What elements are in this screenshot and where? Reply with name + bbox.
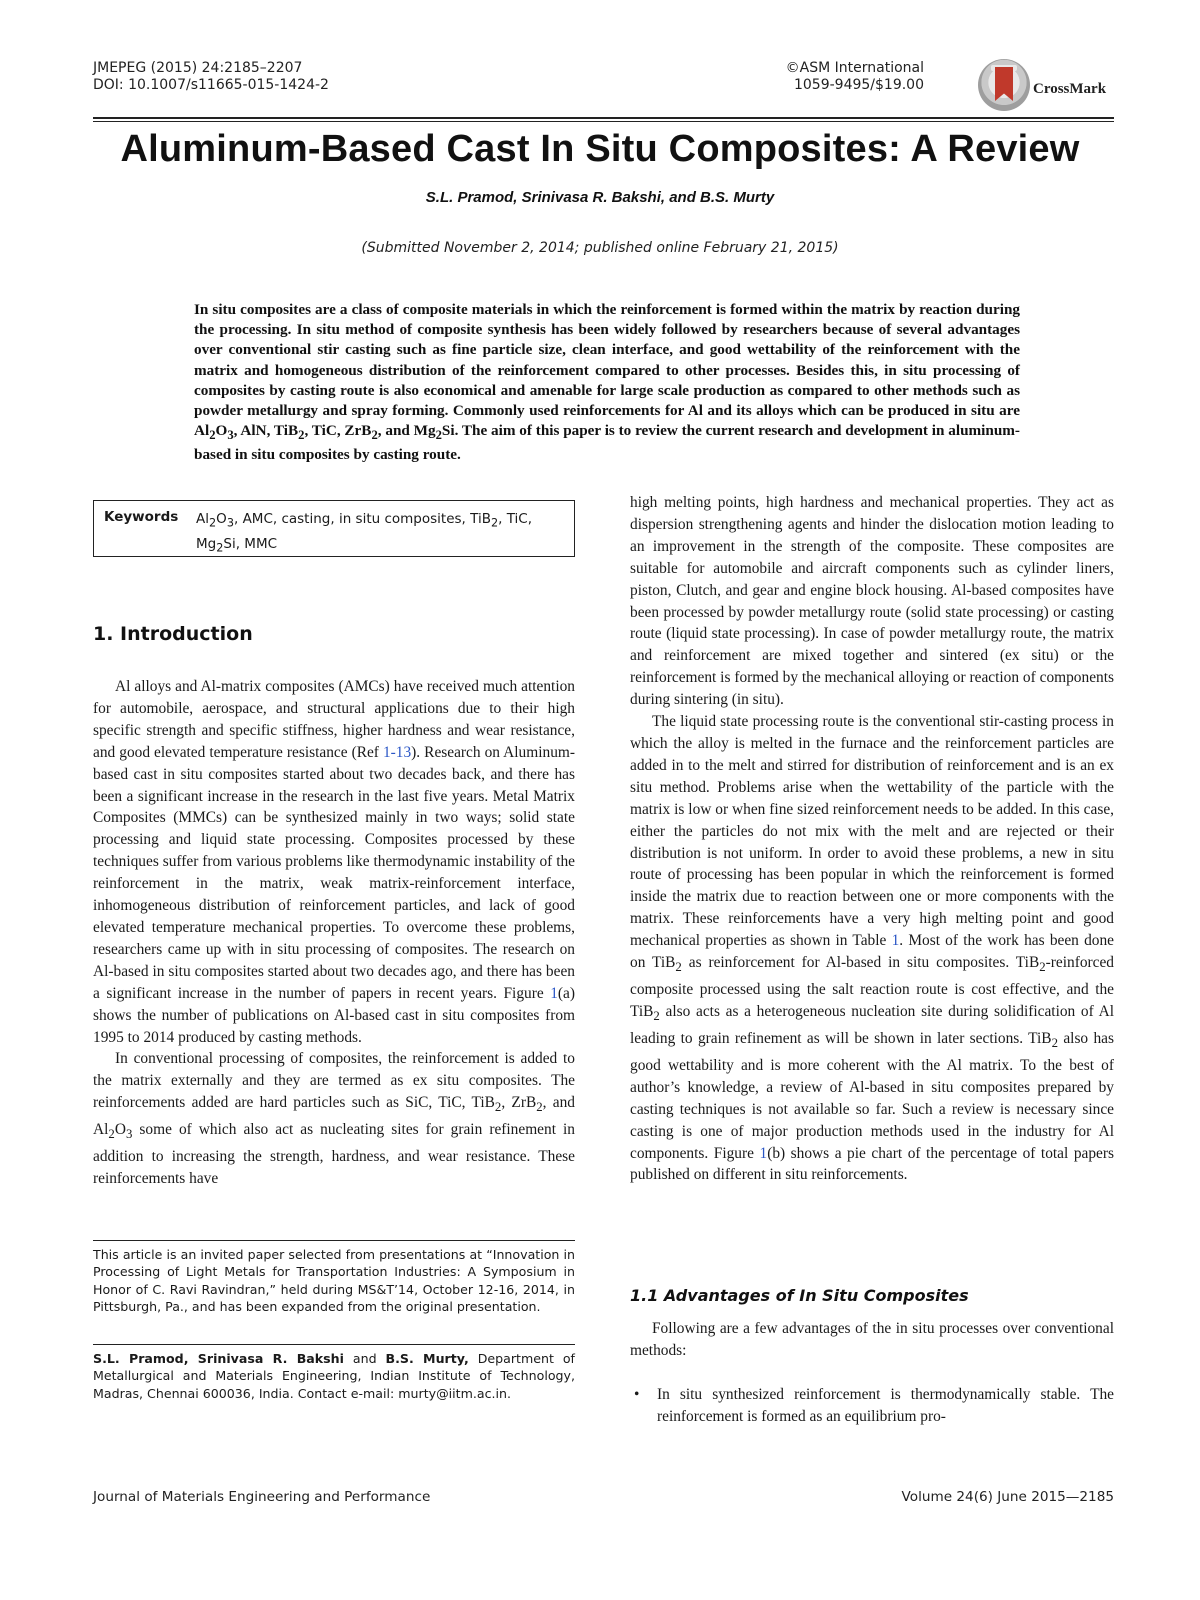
intro-column	[93, 676, 575, 1190]
price-code: 1059-9495/$19.00	[793, 77, 924, 93]
journal-code: JMEPEG (2015) 24:2185–2207	[93, 60, 303, 76]
abstract: In situ composites are a class of composite materials in which the reinforcement is formed within the matrix by reaction during the processing. In situ method of composite synthesis has been widely followed by researchers because of several advantages over conventional stir casting such as fine particle size, clean interface, and good wettability of the reinforcement with the matrix and homogeneous distribution of the reinforcement compared to other processes. Besides this, in situ processing of composites by casting route is also economical and amenable for large scale production as compared to other methods such as powder metallurgy and spray forming. Commonly used reinforcements for Al and its alloys which can be produced in situ are $Al_2O_3$, AlN, TiB$_2$, TiC, ZrB$_2$, and $Mg_2Si$. The aim of this paper is to review the current research and development in aluminum-based in situ composites by casting route.	[194, 301, 1020, 464]
footnote-rule-2	[93, 1344, 575, 1345]
keywords-box	[93, 500, 575, 557]
footnote-invited: This article is an invited paper selected from presentations at “Innovation in Processing of Light Metals for Transportation Industries: A Symposium in Honor of C. Ravi Ravindran,” held during MS&T’14, October 12-16, 2014, in Pittsburgh, Pa., and has been expanded from the original presentation.	[93, 1247, 575, 1315]
table-link-1[interactable]: 1	[891, 932, 900, 950]
subsection-heading-advantages: 1.1 Advantages of In Situ Composites	[630, 1286, 969, 1305]
footnote-rule	[93, 1240, 575, 1241]
figure-link-1b[interactable]: 1	[759, 1144, 768, 1162]
footer-volume: Volume 24(6) June 2015—2185	[901, 1489, 1114, 1505]
publisher: ©ASM International	[785, 60, 924, 76]
intro-paragraph-1: Al alloys and Al-matrix composites (AMCs) have received much attention for automobile, aerospace, and structural applications due to their high specific strength and specific stiffness, higher hardness and wear resistance, and good elevated temperature resistance (Ref 1-13). Research on Aluminum-based cast in situ composites started about two decades back, and there has been a significant increase in the research in the last five years. Metal Matrix Composites (MMCs) can be synthesized mainly in two ways; solid state processing and liquid state processing. Composites processed by these techniques suffer from various problems like thermodynamic instability of the reinforcement in the matrix, weak matrix-reinforcement interface, inhomogeneous distribution of reinforcement particles, and lack of good elevated temperature mechanical properties. To overcome these problems, researchers came up with in situ processing of composites. The research on Al-based in situ composites started about two decades ago, and there has been a significant increase in the number of papers in recent years. Figure 1(a) shows the number of publications on Al-based cast in situ composites from 1995 to 2014 produced by casting methods.	[93, 678, 575, 1046]
footer-journal: Journal of Materials Engineering and Performance	[93, 1489, 431, 1505]
right-paragraph-1: high melting points, high hardness and mechanical properties. They act as dispersion strengthening agents and hinder the dislocation motion leading to an improvement in the strength of the composite. These composites are suitable for automobile and aircraft components such as cylinder liners, piston, Clutch, and gear and engine block housing. Al-based composites have been processed by powder metallurgy route (solid state processing) or casting route (liquid state processing). In case of powder metallurgy route, the matrix and reinforcement are mixed together and sintered (ex situ) or the reinforcement is formed by the mechanical alloying or reaction of components during sintering (in situ).	[630, 494, 1114, 709]
footnote-affiliation: S.L. Pramod, Srinivasa R. Bakshi and B.S. Murty, Department of Metallurgical and Materials Engineering, Indian Institute of Technology, Madras, Chennai 600036, India. Contact e-mail: murty@iitm.ac.in.	[93, 1351, 575, 1401]
right-paragraph-2: The liquid state processing route is the conventional stir-casting process in which the alloy is melted in the furnace and the reinforcement particles are added in to the melt and stirred for distribution of reinforcement and is an ex situ method. Problems arise when the wettability of the particle with the matrix is low or when fine sized reinforcement needs to be added. In this case, either the particles do not mix with the melt and are rejected or their distribution is not uniform. In order to avoid these problems, a new in situ route of processing has been popular in which the reinforcement is formed inside the matrix due to reaction between one or more components with the matrix. These reinforcements have a very high melting point and good mechanical properties as shown in Table 1. Most of the work has been done on TiB$_2$ as reinforcement for Al-based in situ composites. TiB$_2$-reinforced composite processed using the salt reaction route is cost effective, and the TiB$_2$ also acts as a heterogeneous nucleation site during solidification of Al leading to grain refinement as will be shown in later sections. TiB$_2$ also has good wettability and is more coherent with the Al matrix. To the best of author’s knowledge, a review of Al-based in situ composites prepared by casting techniques is not available so far. Such a review is necessary since casting is one of major production methods used in the industry for Al components. Figure 1(b) shows a pie chart of the percentage of total papers published on different in situ reinforcements.	[630, 713, 1114, 1184]
article-title: Aluminum-Based Cast In Situ Composites: A Review	[120, 128, 1080, 170]
crossmark-label[interactable]: CrossMark	[1033, 81, 1107, 97]
keywords-list: $Al_2O_3$, AMC, casting, in situ composites, TiB$_2$, TiC, $Mg_2Si$, MMC	[196, 511, 533, 555]
figure-link-1a[interactable]: 1	[550, 984, 558, 1002]
ref-link-1-13[interactable]: 1-13	[382, 743, 412, 761]
header-rule-thin	[93, 121, 1114, 122]
right-column	[630, 492, 1114, 1186]
doi[interactable]: DOI: 10.1007/s11665-015-1424-2	[93, 77, 329, 93]
header-rule	[93, 117, 1114, 119]
bullet-icon: •	[634, 1386, 640, 1403]
advantages-intro: Following are a few advantages of the in situ processes over conventional methods:	[630, 1320, 1114, 1359]
crossmark-icon[interactable]	[978, 59, 1030, 111]
section-heading-introduction: 1. Introduction	[93, 623, 253, 645]
article-authors: S.L. Pramod, Srinivasa R. Bakshi, and B.S. Murty	[425, 189, 775, 206]
intro-paragraph-2: In conventional processing of composites, the reinforcement is added to the matrix externally and they are termed as ex situ composites. The reinforcements added are hard particles such as SiC, TiC, TiB$_2$, ZrB$_2$, and $Al_2O_3$ some of which also act as nucleating sites for grain refinement in addition to increasing the strength, hardness, and wear resistance. These reinforcements have	[93, 1050, 576, 1188]
bullet-item-1: In situ synthesized reinforcement is thermodynamically stable. The reinforcement is formed as an equilibrium pro-	[657, 1386, 1114, 1425]
keywords-label: Keywords	[104, 509, 179, 525]
submission-dates: (Submitted November 2, 2014; published online February 21, 2015)	[361, 240, 839, 256]
